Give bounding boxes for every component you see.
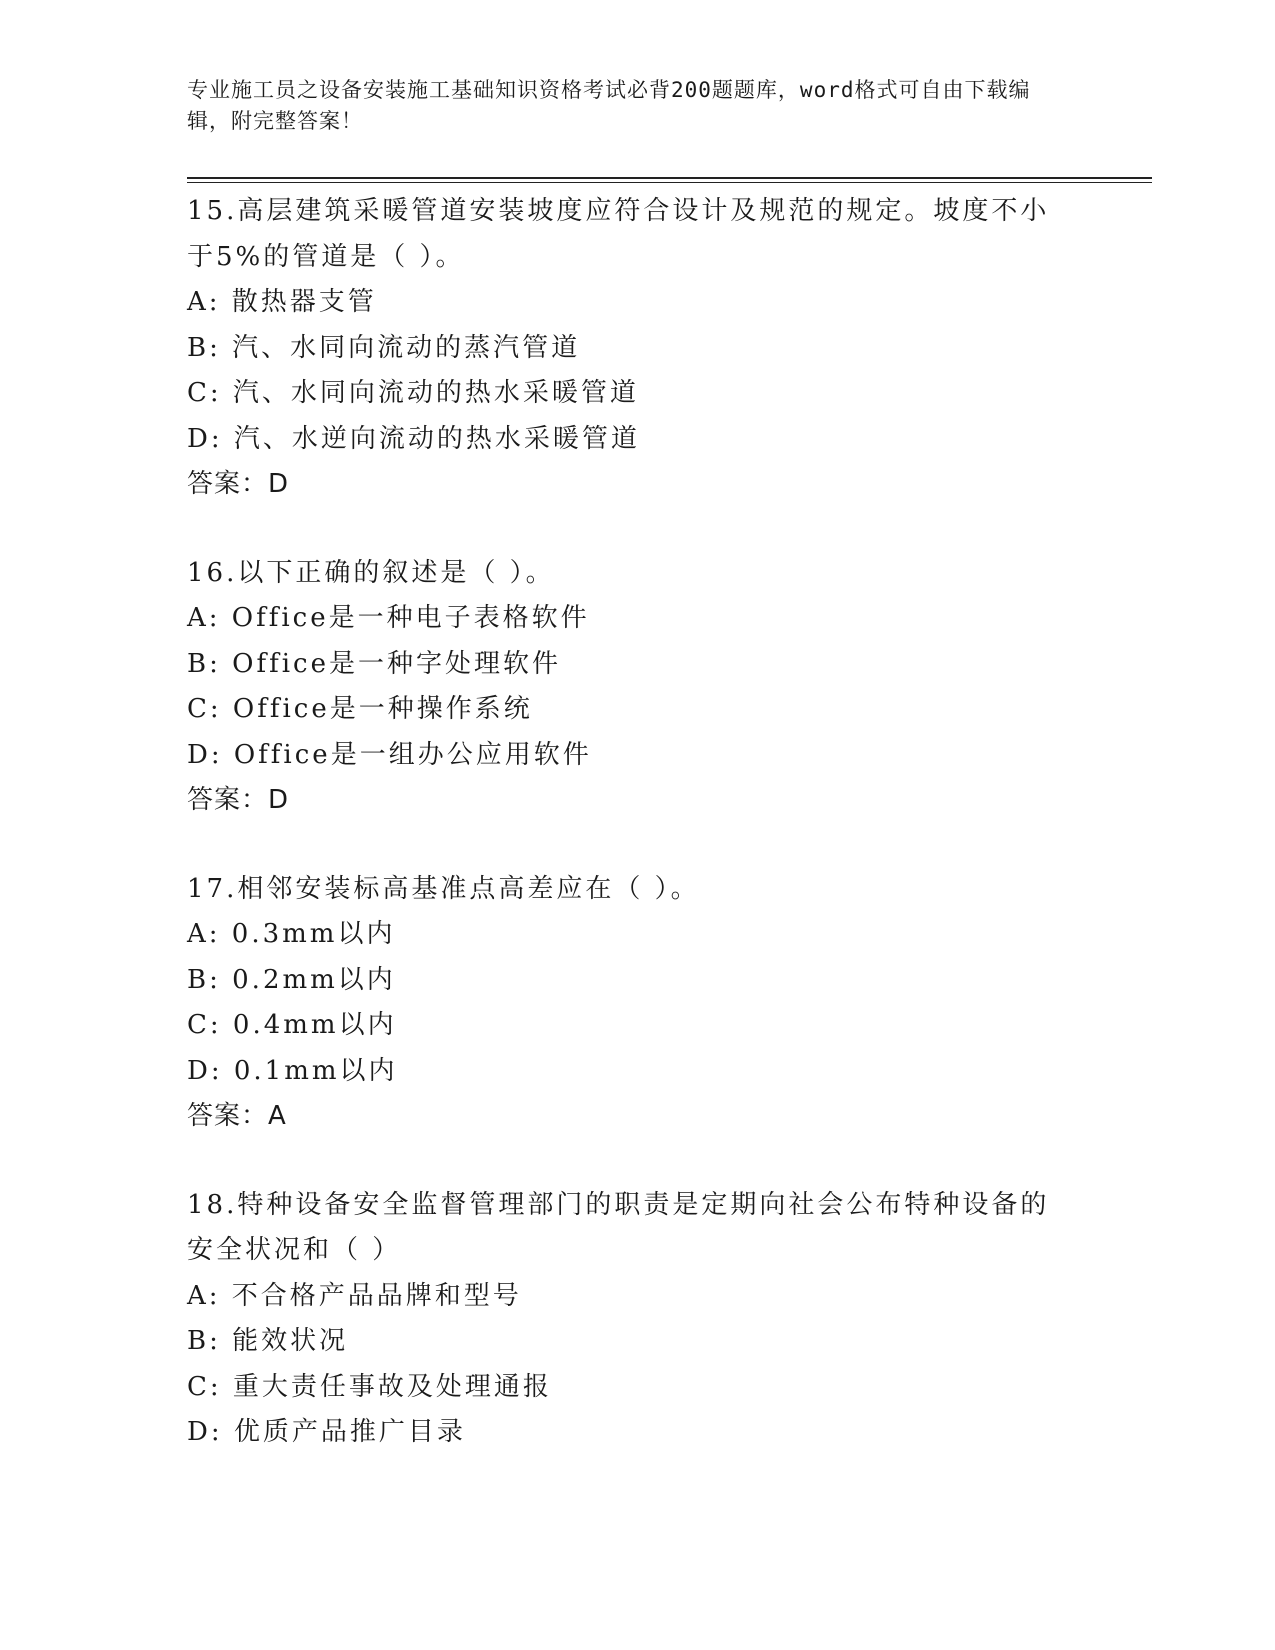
option-c: C: 重大责任事故及处理通报 [187,1371,552,1402]
header-rule-thin [187,182,1152,183]
question-17 [187,867,1087,1140]
option-d: D: 0.1mm以内 [187,1055,398,1086]
option-c: C: 0.4mm以内 [187,1010,397,1040]
option-b: B: Office是一种字处理软件 [187,648,561,679]
option-a: A: 0.3mm以内 [187,919,396,949]
document-header: 专业施工员之设备安装施工基础知识资格考试必背200题题库，word格式可自由下载编辑，附完整答案！ [187,78,1031,133]
question-stem: 15.高层建筑采暖管道安装坡度应符合设计及规范的规定。坡度不小于5%的管道是（ ）。 [187,196,1050,272]
question-18 [187,1183,1087,1456]
answer: 答案：D [187,785,290,815]
answer: 答案：A [187,1101,287,1131]
option-b: B: 0.2mm以内 [187,964,396,995]
header-rule-thick [187,177,1152,179]
question-stem: 16.以下正确的叙述是（ ）。 [187,557,555,588]
option-d: D: 汽、水逆向流动的热水采暖管道 [187,423,640,454]
option-c: C: 汽、水同向流动的热水采暖管道 [187,378,639,408]
option-c: C: Office是一种操作系统 [187,694,533,724]
option-d: D: 优质产品推广目录 [187,1417,466,1447]
question-stem: 17.相邻安装标高基准点高差应在（ ）。 [187,873,700,904]
question-stem: 18.特种设备安全监督管理部门的职责是定期向社会公布特种设备的安全状况和（ ） [187,1189,1050,1265]
option-a: A: Office是一种电子表格软件 [187,603,590,633]
answer: 答案：D [187,469,290,499]
question-16 [187,551,1087,824]
option-d: D: Office是一组办公应用软件 [187,739,592,770]
option-b: B: 汽、水同向流动的蒸汽管道 [187,332,581,363]
question-list [187,189,1087,1499]
option-a: A: 散热器支管 [187,287,377,317]
question-15 [187,189,1087,508]
option-a: A: 不合格产品品牌和型号 [187,1280,522,1311]
option-b: B: 能效状况 [187,1326,349,1356]
